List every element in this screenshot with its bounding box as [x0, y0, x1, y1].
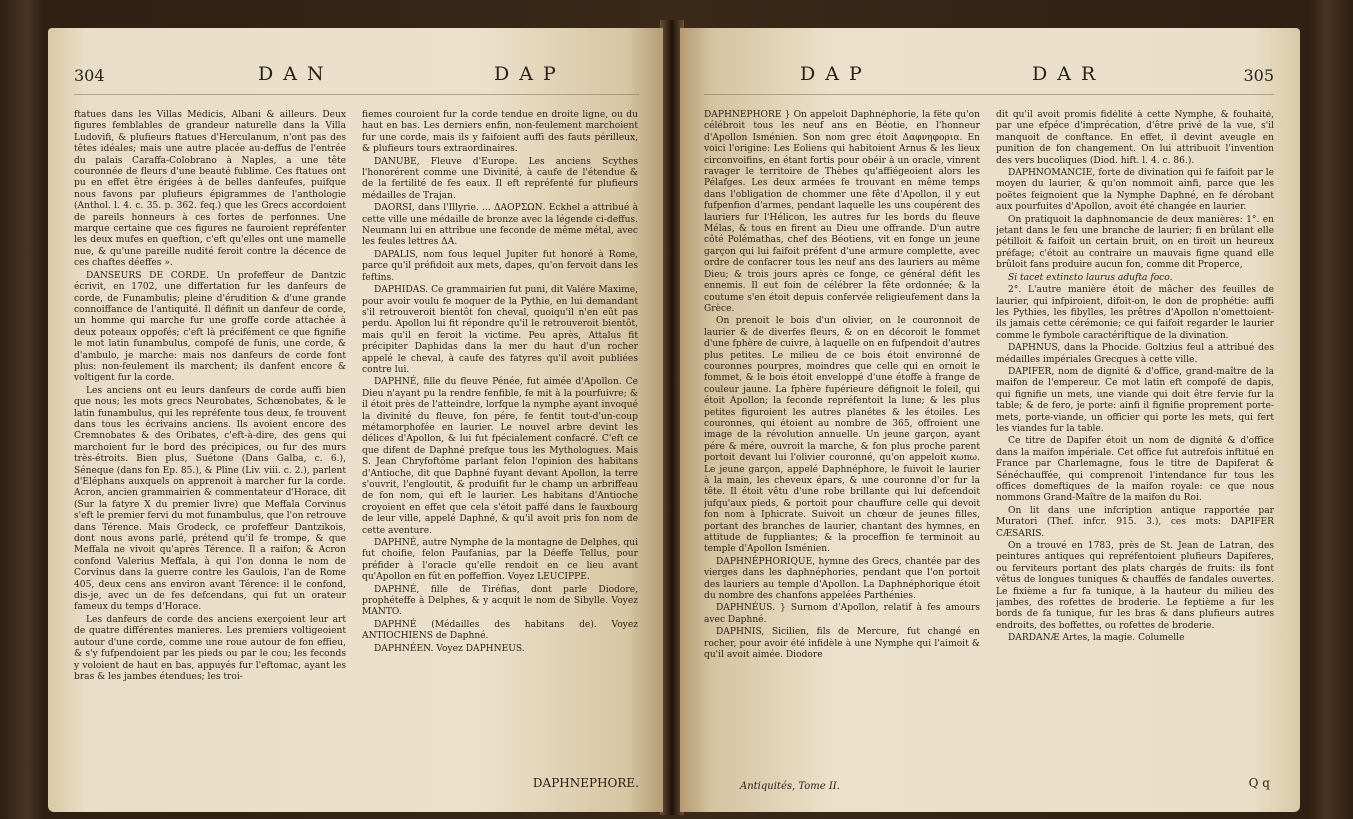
- entry-paragraph: DAPHNIS, Sicilien, fils de Mercure, fut changé en rocher, pour avoir été infidèle à une Nymphe qui l'aimoit & qu'il avoit aimée. Diodore: [704, 627, 980, 661]
- entry-paragraph: DAPHIDAS. Ce grammairien fut puni, dit Valére Maxime, pour avoir voulu fe moquer de la Pythie, en lui demandant s'il retrouveroit bientôt fon cheval, quoiqu'il n'en eût pas perdu. Apollon lui fit répondre qu'il le retrouveroit bientôt, mais qu'il en feroit la victime. Peu après, Attalus fit précipiter Daphidas dans la mer du haut d'un rocher appelé le cheval, à caufe des fatyres qu'il avoit publiées contre lui.: [362, 285, 638, 375]
- right-guide-word-left: DAP: [800, 63, 872, 85]
- entry-paragraph: On a trouvé en 1783, près de St. Jean de Latran, des peintures antiques qui repréfentoient plufieurs Dapiferes, ou ferviteurs portant des plats chargés de fruits: ils font vêtus de longues tuniques & chauffés de fandales ouvertes. Le fixième a fur fa tunique, à la hauteur du milieu des jambes, des rofettes de broderie. Le feptième a fur les bords de fa tunique, fur les bras & dans plufieurs autres endroits, des boffettes, ou rofettes de broderie.: [996, 541, 1274, 631]
- left-guide-word-left: DAN: [258, 63, 334, 85]
- entry-paragraph: DAPHNÉEN. Voyez DAPHNEUS.: [374, 643, 525, 654]
- entry-paragraph: DAPHNUS, dans la Phocide. Goltzius feul a attribué des médailles impériales Grecques à cette ville.: [996, 343, 1274, 365]
- entry-paragraph: fiemes couroient fur la corde tendue en droite ligne, ou du haut en bas. Les derniers enfin, non-feulement marchoient fur une corde, mais ils y faifoient auffi des fauts périlleux, & plufieurs tours extraordinaires.: [362, 110, 638, 155]
- entry-paragraph: DAPHNÉ, fille de Tiréfias, dont parle Diodore, prophéteffe à Delphes, & y acquit le nom de Sibylle. Voyez MANTO.: [362, 584, 638, 618]
- verse-quote: Si tacet extinɛto laurus adufta foco.: [1008, 272, 1173, 283]
- left-column-2: [362, 110, 638, 800]
- right-column-1: [704, 110, 980, 800]
- entry-paragraph: DAPIFER, nom de dignité & d'office, grand-maître de la maifon de l'empereur. Ce mot latin eft compofé de dapis, qui fignifie un mets, une viande qui doit être fervie fur la table; & de fero, je porte: ainfi il fignifie proprement porte-mets, porte-viande, un officier qui porte les mets, qui fert les viandes fur la table.: [996, 366, 1274, 434]
- entry-paragraph: Les danfeurs de corde des anciens exerçoient leur art de quatre différentes manieres. Les premiers voltigeoient autour d'une corde, comme une roue autour de fon effieu, & s'y fufpendoient par les pieds ou par le cou; les feconds y voloient de haut en bas, appuyés fur l'eftomac, ayant les bras & les jambes étendues; les troi-: [74, 614, 346, 682]
- entry-paragraph: DAPHNOMANCIE, forte de divination qui fe faifoit par le moyen du laurier, & qu'on nommoit ainfi, parce que les poëtes feignoient que la Nymphe Daphné, en fe dérobant aux pourfuites d'Apollon, avoit été changée en laurier.: [996, 168, 1274, 213]
- entry-paragraph: Les anciens ont eu leurs danfeurs de corde auffi bien que nous; les mots grecs Neurobates, Schœnobates, & le latin funambulus, qui les repréfente tous deux, fe trouvent dans tous les écrivains anciens. Ils avoient encore des Cremnobates & des Oribates, c'eft-à-dire, des gens qui marchoient fur le bord des précipices, ou fur des murs très-étroits. Bien plus, Suétone (Dans Galba, c. 6.), Séneque (dans fon Ep. 85.), & Pline (Liv. viii. c. 2.), parlent d'Eléphans auxquels on apprenoit à marcher fur la corde. Acron, ancien grammairien & commentateur d'Horace, dit (Sur la fatyre X du premier livre) que Meffala Corvinus s'eft le premier fervi du mot funambulus, que l'on retrouve dans Térence. Mais Grodeck, ce profeffeur Dantzikois, dont nous avons parlé, prétend qu'il fe trompe, & que Meffala ne vivoit qu'après Térence. Il a raifon; & Acron confond Valerius Meffala, à qui l'on donna le nom de Corvinus dans la guerre contre les Gaulois, l'an de Rome 405, deux cens ans environ avant Térence: il le confond, dis-je, avec un de fes defcendans, qui fut un orateur fameux du temps d'Horace.: [74, 385, 346, 613]
- entry-paragraph: DAPHNÉPHORIQUE, hymne des Grecs, chantée par des vierges dans les daphnéphories, pendant que l'on portoit des lauriers au temple d'Apollon. La Daphnéphorique étoit du nombre des chanfons appelées Parthénies.: [704, 556, 980, 602]
- entry-paragraph: ftatues dans les Villas Médicis, Albani & ailleurs. Deux figures femblables de grandeur naturelle dans la Villa Ludovifi, & plufieurs ftatues d'Herculanum, n'ont pas des têtes idéales; mais une autre placée au-deffus de l'entrée du palais Caraffa-Colobrano à Naples, a une tête couronnée de fleurs d'une beauté fublime. Ces ftatues ont pu en effet être érigées à de belles danfeufes, puifque nous favons par plufieurs épigrammes de l'anthologie (Anthol. l. 4. c. 35. p. 362. feq.) que les Grecs accordoient de pareils honneurs à ces fortes de perfonnes. Une marque certaine que ces figures ne fauroient repréfenter les deux mufes en queftion, c'eft qu'elles ont une mamelle nue, & qu'une pareille nudité feroit contre la décence de ces chaftes déeffes ».: [74, 110, 346, 269]
- entry-paragraph: dit qu'il avoit promis fidélité à cette Nymphe, & fouhaité, par une efpéce d'imprécation, d'être privé de la vue, s'il manquoit de conftance. En effet, il devint aveugle en punition de fon changement. On lui attribuoit l'invention des vers bucoliques (Diod. hift. l. 4. c. 86.).: [996, 110, 1274, 166]
- left-page-header: [48, 63, 663, 92]
- right-header-rule: [704, 94, 1274, 95]
- entry-paragraph: DAPALIS, nom fous lequel Jupiter fut honoré à Rome, parce qu'il préfidoit aux mets, dapes, qu'on fervoit dans les feftins.: [362, 249, 638, 283]
- entry-paragraph: 2°. L'autre manière étoit de mâcher des feuilles de laurier, qui infpiroient, difoit-on, le don de prophétie: auffi les Pythies, les fibylles, les prêtres d'Apollon n'omettoient-ils jamais cette cérémonie; ce qui faifoit regarder le laurier comme le fymbole caractériftique de la divination.: [996, 285, 1274, 341]
- left-guide-word-right: DAP: [494, 63, 566, 85]
- entry-paragraph: DANSEURS DE CORDE. Un profeffeur de Dantzic écrivit, en 1702, une differtation fur les danfeurs de corde, de Funambulis; pleine d'érudition & d'une grande connoiffance de l'antiquité. Il définit un danfeur de corde, un homme qui marche fur une groffe corde attachée à deux poteaux oppofés; c'eft là précifément ce que fignifie le mot latin funambulus, compofé de funis, une corde, & d'ambulo, je marche: mais nos danfeurs de corde font plus: non-feulement ils marchent; ils danfent encore & voltigent fur la corde.: [74, 270, 346, 384]
- entry-paragraph: DAORSI, dans l'Illyrie. ... ΔΑΟΡΣΩΝ. Eckhel a attribué à cette ville une médaille de bronze avec la légende ci-deffus. Neumann lui en attribue une feconde de même métal, avec les feules lettres ΔΑ.: [362, 203, 638, 248]
- entry-paragraph: DAPHNÉ (Médailles des habitans de). Voyez ANTIOCHIENS de Daphné.: [362, 619, 638, 642]
- right-column-2: [996, 110, 1274, 800]
- entry-paragraph: Ce titre de Dapifer étoit un nom de dignité & d'office dans la maifon impériale. Cet office fut autrefois inftitué en France par Charlemagne, fous le titre de Dapiferat & Sénéchauffée, qui comprenoit l'intendance fur tous les offices domeftiques de la maifon royale: ce que nous nommons Grand-Maître de la maifon du Roi.: [996, 436, 1274, 504]
- right-guide-word-right: DAR: [1032, 63, 1106, 85]
- left-column-1: [74, 110, 346, 800]
- entry-paragraph: DAPHNÉ, autre Nymphe de la montagne de Delphes, qui fut choifie, felon Paufanias, par la Déeffe Tellus, pour préfider à l'oracle qu'elle rendoit en ce lieu avant qu'Apollon en fût en poffeffion. Voyez LEUCIPPE.: [362, 538, 638, 583]
- entry-paragraph: On prenoit le bois d'un olivier, on le couronnoit de laurier & de diverfes fleurs, & on en décoroit le fommet d'une fphère de cuivre, à laquelle on en fufpendoit d'autres plus petites. Le milieu de ce bois étoit environné de couronnes pourpres, moindres que celle qui en ornoit le fommet, & le bois étoit enveloppé d'une étoffe à frange de couleur jaune. La fphère fupérieure défignoit le foleil, qui étoit Apollon; la feconde repréfentoit la lune; & les plus petites figuroient les autres planétes & les étoiles. Les couronnes, qui étoient au nombre de 365, offroient une image de la révolution annuelle. Un jeune garçon, ayant pére & mére, ouvroit la marche, & fon plus proche parent portoit devant lui l'olivier couronné, qu'on appeloit κωπω. Le jeune garçon, appelé Daphnéphore, le fuivoit le laurier à la main, les cheveux épars, & une couronne d'or fur la tête. Il étoit vêtu d'une robe brillante qui lui defcendoit jufqu'aux pieds, & portoit pour chauffure celle qui devoit fon nom à Iphicrate. Suivoit un chœur de jeunes filles, portant des branches de laurier, chantant des hymnes, en attitude de fuppliantes; & la proceffion fe terminoit au temple d'Apollon Isménien.: [704, 316, 980, 555]
- volume-signature: Antiquités, Tome II.: [740, 781, 840, 792]
- right-page-header: [680, 63, 1300, 92]
- entry-paragraph: On lit dans une infcription antique rapportée par Muratori (Thef. infcr. 915. 3.), ces mots: DAPIFER CÆSARIS.: [996, 505, 1274, 539]
- entry-paragraph: DAPHNÉUS. } Surnom d'Apollon, relatif à fes amours avec Daphné.: [704, 603, 980, 625]
- entry-paragraph: DAPHNÉ, fille du fleuve Pénée, fut aimée d'Apollon. Ce Dieu n'ayant pu la rendre fenfible, fe mit à la pourfuivre; & il étoit près de l'atteindre, lorfque la nymphe ayant invoqué la divinité du fleuve, fon pére, fe fentit tout-d'un-coup métamorphofée en laurier. Le nouvel arbre devint les délices d'Apollon, & lui fut fpécialement confacré. C'eft ce que difent de Daphné prefque tous les Mythologues. Mais S. Jean Chryfoftôme parlant felon l'opinion des habitans d'Antioche, dit que Daphné fuyant devant Apollon, la terre s'ouvrit, l'engloutit, & produifit fur le champ un arbriffeau de fon nom, qui eft le laurier. Les habitans d'Antioche croyoient en effet que cela s'étoit paffé dans le fauxbourg de leur ville, appelé Daphné, & qu'il avoit pris fon nom de cette aventure.: [362, 377, 638, 536]
- entry-paragraph: DARDANÆ Artes, la magie. Columelle: [1008, 633, 1185, 644]
- right-page-number: 305: [1243, 66, 1274, 85]
- entry-paragraph: On pratiquoit la daphnomancie de deux manières: 1°. en jetant dans le feu une branche de laurier; fi en brûlant elle pétilloit & faifoit un certain bruit, on en tiroit un heureux préfage; c'étoit au contraire un mauvais figne quand elle brûloit fans produire aucun fon, comme dit Properce,: [996, 214, 1274, 271]
- left-page: [48, 28, 663, 812]
- entry-paragraph: DANUBE, Fleuve d'Europe. Les anciens Scythes l'honorérent comme une Divinité, à caufe de l'étendue & de la fertilité de fes eaux. Il eft repréfenté fur plufieurs médailles de Trajan.: [362, 156, 638, 201]
- left-page-number: 304: [74, 66, 105, 85]
- entry-paragraph: DAPHNEPHORE } On appeloit Daphnéphorie, la fête qu'on célébroit tous les neuf ans en Béotie, en l'honneur d'Apollon Isménien. Son nom grec étoit Δαφνηφορια. En voici l'origine: Les Eoliens qui habitoient Arnus & les lieux circonvoifins, en étant fortis pour obéir à un oracle, vinrent ravager le territoire de Thèbes qu'affiégeoient alors les Pélafges. Les deux armées fe trouvant en même temps dans l'obligation de chommer une fête d'Apollon, il y eut fufpenfion d'armes, pendant laquelle les uns coupérent des lauriers fur l'Hélicon, les autres fur les bords du fleuve Mélas, & tous en firent au Dieu une offrande. D'un autre côté Polémathas, chef des Béotiens, vit en fonge un jeune garçon qui lui faifoit préfent d'une armure complette, avec ordre de confacrer tous les neuf ans des lauriers au même Dieu; & trois jours après ce fonge, ce général défit les ennemis. Il eut foin de célébrer la fête ordonnée; & la coutume s'en étoit depuis confervée religieufement dans la Grèce.: [704, 110, 980, 314]
- quire-mark: Q q: [1248, 776, 1270, 790]
- right-page: [680, 28, 1300, 812]
- catchword: DAPHNEPHORE.: [532, 776, 639, 790]
- left-header-rule: [74, 94, 639, 95]
